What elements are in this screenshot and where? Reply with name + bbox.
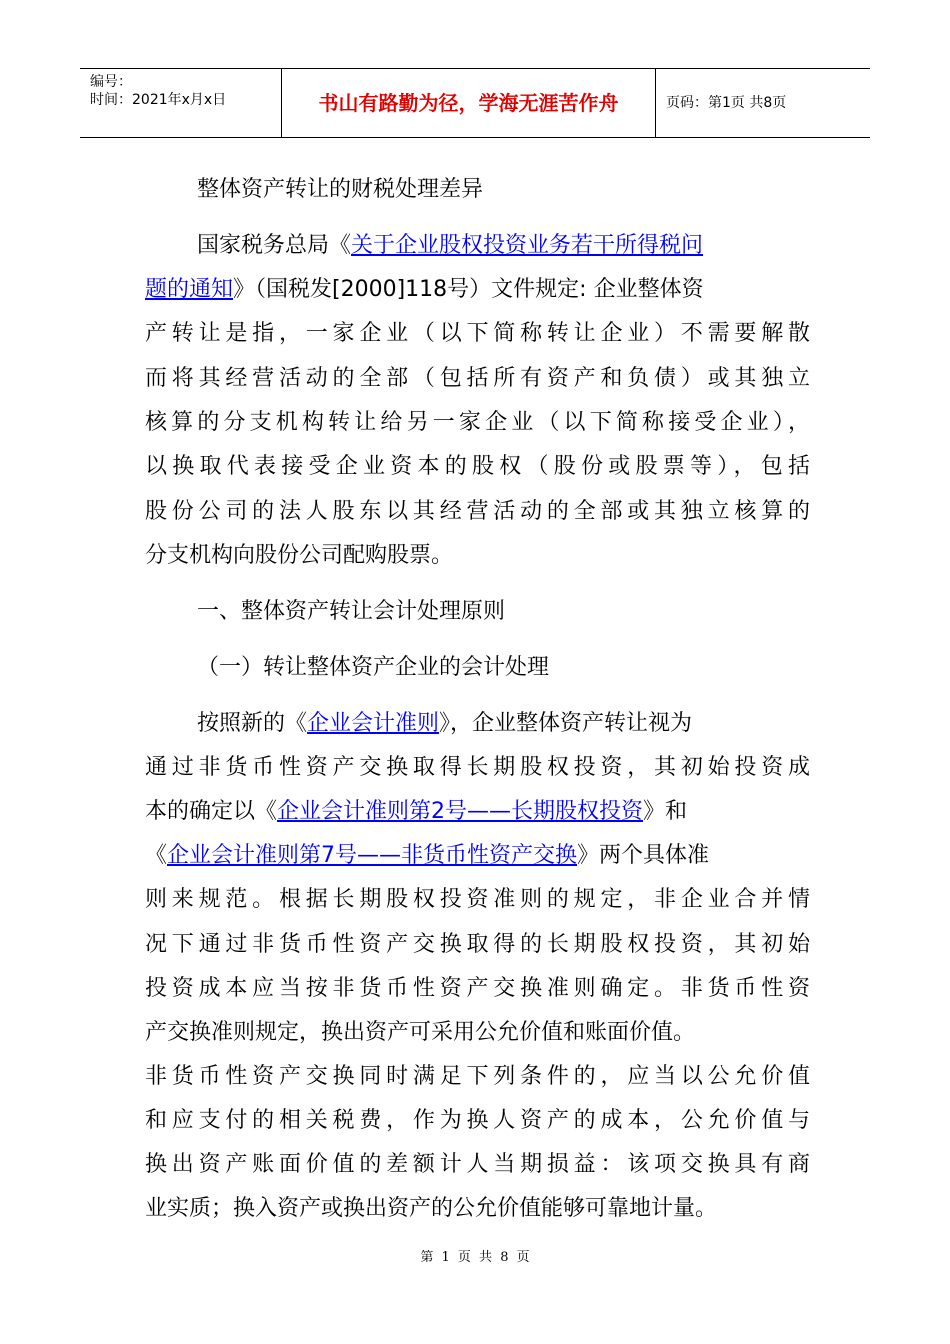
text-span: 国家税务总局《 [197,233,352,258]
text-span: 》两个具体准 [577,843,710,868]
paragraph-line: 非货币性资产交换同时满足下列条件的，应当以公允价值 [145,1064,810,1089]
link-tax-notice[interactable]: 关于企业股权投资业务若干所得税问 [351,233,704,258]
text-span: 》，企业整体资产转让视为 [439,711,693,736]
text-span: 》（国税发[2000]118号）文件规定: 企业整体资 [233,277,704,302]
page-footer: 第 1 页 共 8 页 [420,1250,530,1265]
doc-title: 整体资产转让的财税处理差异 [197,177,484,202]
paragraph-line: 则来规范。根据长期股权投资准则的规定，非企业合并情 [145,887,810,912]
paragraph-line: 通过非货币性资产交换取得长期股权投资，其初始投资成 [145,755,810,780]
paragraph-line [197,701,692,746]
text-span: 《 [145,843,168,868]
number-label: 编号： [90,74,132,90]
paragraph-line: 产转让是指，一家企业（以下简称转让企业）不需要解散 [145,321,810,346]
page-header [80,68,870,138]
link-tax-notice-cont[interactable]: 题的通知 [145,277,234,302]
link-standard-no2[interactable]: 企业会计准则第2号——长期股权投资 [277,799,644,824]
paragraph-line: 分支机构向股份公司配购股票。 [145,543,454,568]
subsection-heading: （一）转让整体资产企业的会计处理 [197,655,550,680]
link-accounting-standards[interactable]: 企业会计准则 [307,711,440,736]
paragraph-line: 况下通过非货币性资产交换取得的长期股权投资，其初始 [145,932,810,957]
text-span: 》和 [643,799,688,824]
paragraph-line: 而将其经营活动的全部（包括所有资产和负债）或其独立 [145,366,810,391]
link-standard-no7[interactable]: 企业会计准则第7号——非货币性资产交换 [167,843,578,868]
header-page-label: 页码：第1页 共8页 [666,95,787,111]
paragraph-line [145,267,704,312]
header-meta [80,69,282,137]
text-span: 本的确定以《 [145,799,278,824]
paragraph-line [145,833,709,878]
paragraph-line [145,789,687,834]
paragraph-line: 投资成本应当按非货币性资产交换准则确定。非货币性资 [145,976,810,1001]
paragraph-line: 以换取代表接受企业资本的股权（股份或股票等），包括 [145,454,810,479]
paragraph-line: 股份公司的法人股东以其经营活动的全部或其独立核算的 [145,499,810,524]
time-label: 时间：2021年x月x日 [90,92,227,108]
section-heading: 一、整体资产转让会计处理原则 [197,599,506,624]
paragraph-line: 业实质；换入资产或换出资产的公允价值能够可靠地计量。 [145,1196,718,1221]
paragraph-line [197,223,703,268]
paragraph-line: 换出资产账面价值的差额计人当期损益：该项交换具有商 [145,1152,810,1177]
header-motto: 书山有路勤为径，学海无涯苦作舟 [282,69,656,137]
text-span: 按照新的《 [197,711,308,736]
paragraph-line: 产交换准则规定，换出资产可采用公允价值和账面价值。 [145,1020,696,1045]
paragraph-line: 核算的分支机构转让给另一家企业（以下简称接受企业）， [145,410,810,435]
paragraph-line: 和应支付的相关税费，作为换人资产的成本，公允价值与 [145,1108,810,1133]
